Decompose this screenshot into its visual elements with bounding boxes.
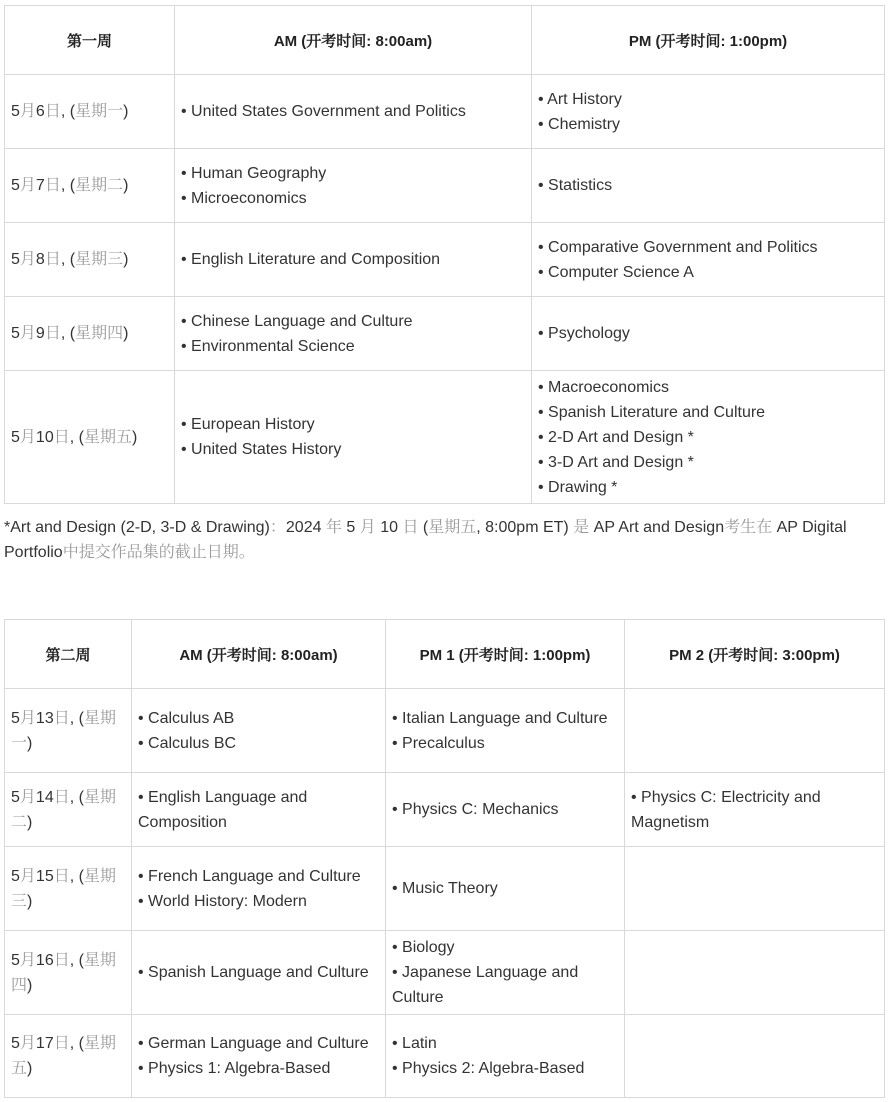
exam-item: • Physics 2: Algebra-Based [392,1056,618,1081]
week2-row [5,847,885,931]
date-part: 月 [19,177,36,194]
week1-header-week: 第一周 [5,6,175,75]
pm1-cell [386,1015,625,1098]
date-part: 月 [19,251,36,268]
week1-schedule-table [4,5,885,504]
date-part: 日 [53,428,70,446]
date-part: 月 [19,428,36,446]
exam-list [538,87,878,137]
week2-row [5,689,885,773]
exam-item: • Computer Science A [538,260,878,285]
note-part: ( [418,519,429,536]
exam-list [138,864,379,914]
week1-header-pm: PM (开考时间: 1:00pm) [532,6,885,75]
date-part: , ( [69,1035,84,1052]
date-part: , ( [69,951,84,969]
pm1-cell [386,847,625,931]
date-part: 5 [11,788,20,806]
exam-item: • Japanese Language and Culture [392,960,618,1010]
date-part: ) [27,734,33,752]
date-part: 日 [53,951,70,969]
date-part: 日 [53,709,70,727]
exam-item: • 3-D Art and Design * [538,450,878,475]
week1-row [5,371,885,504]
pm-cell [532,297,885,371]
week1-header-row [5,6,885,75]
pm1-cell [386,773,625,847]
date-part: 5 [11,103,20,120]
pm2-cell [625,689,885,773]
date-part: , ( [60,103,76,120]
date-part: 月 [19,951,36,969]
date-part: 月 [19,709,36,727]
date-part: 日 [44,177,61,194]
week2-schedule-table [4,619,885,1098]
note-part: , 8:00pm ET) [476,519,574,536]
date-part: , ( [69,709,84,727]
exam-item: • Physics 1: Algebra-Based [138,1056,379,1081]
pm2-cell [625,931,885,1015]
exam-list [181,247,525,272]
note-part: 10 [375,519,403,536]
exam-item: • Art History [538,87,878,112]
date-part: ) [123,177,129,194]
date-part: , ( [60,325,76,342]
exam-item: • English Language and Composition [138,785,379,835]
date-part: 5 [11,709,20,727]
week1-row [5,149,885,223]
exam-item: • Spanish Language and Culture [138,960,379,985]
week1-row [5,75,885,149]
pm2-cell [625,1015,885,1098]
date-part: ) [27,813,33,831]
am-cell [132,773,386,847]
art-design-deadline-note [4,515,888,565]
date-part: 星期四 [75,325,124,342]
pm2-cell [625,847,885,931]
date-part: ) [123,251,129,268]
exam-item: • Human Geography [181,161,525,186]
exam-item: • Environmental Science [181,334,525,359]
date-part: 5 [11,1035,20,1052]
am-cell [132,847,386,931]
exam-list [138,706,379,756]
date-part: 日 [44,325,61,342]
exam-list [138,1031,379,1081]
date-part: 星期二 [75,177,124,194]
exam-item: • Italian Language and Culture [392,706,618,731]
exam-item: • French Language and Culture [138,864,379,889]
date-part: 6 [35,103,45,120]
date-part: ) [27,1060,33,1077]
exam-list [538,173,878,198]
am-cell [175,75,532,149]
note-part: 星期五 [428,519,477,536]
exam-item: • Music Theory [392,876,618,901]
exam-item: • United States Government and Politics [181,99,525,124]
week1-body [5,75,885,504]
note-part: 日 [402,519,419,536]
date-part: ) [123,325,129,342]
date-cell [5,371,175,504]
date-part: 5 [11,428,20,446]
pm-cell [532,371,885,504]
date-part: ) [123,103,129,120]
date-part: 月 [19,1035,36,1052]
date-part: 月 [19,788,36,806]
note-part: 2024 [285,519,326,536]
week2-row [5,931,885,1015]
exam-item: • Physics C: Electricity and Magnetism [631,785,878,835]
exam-list [631,785,878,835]
date-part: 月 [19,325,36,342]
exam-item: • Chinese Language and Culture [181,309,525,334]
date-part: 星期三 [11,867,116,910]
exam-item: • Precalculus [392,731,618,756]
week2-row [5,773,885,847]
date-part: , ( [69,428,84,446]
week1-row [5,223,885,297]
exam-list [181,161,525,211]
exam-list [392,876,618,901]
exam-list [181,99,525,124]
exam-item: • 2-D Art and Design * [538,425,878,450]
date-part: 5 [11,251,20,268]
exam-list [392,935,618,1010]
date-cell [5,847,132,931]
week2-header-pm1: PM 1 (开考时间: 1:00pm) [386,620,625,689]
week2-header-week: 第二周 [5,620,132,689]
exam-item: • Biology [392,935,618,960]
exam-list [392,706,618,756]
date-part: 10 [35,428,54,446]
note-part: AP Digital Portfolio [4,519,847,561]
date-part: 5 [11,867,20,885]
date-part: 日 [53,788,70,806]
exam-item: • Calculus AB [138,706,379,731]
note-part: 年 [325,519,342,536]
date-part: 5 [11,177,20,194]
date-part: ) [131,428,138,446]
exam-item: • United States History [181,437,525,462]
exam-item: • Comparative Government and Politics [538,235,878,260]
date-part: , ( [69,788,84,806]
exam-list [181,309,525,359]
exam-list [538,235,878,285]
date-cell [5,149,175,223]
note-part: 考生在 [724,519,773,536]
week2-header-row [5,620,885,689]
date-part: 日 [53,867,70,885]
exam-item: • Physics C: Mechanics [392,797,618,822]
date-part: 16 [35,951,54,969]
am-cell [175,149,532,223]
note-part: *Art and Design (2-D, 3-D & Drawing) [4,519,270,536]
note-part: 月 [359,519,376,536]
am-cell [175,223,532,297]
date-part: 星期一 [11,709,116,752]
exam-item: • European History [181,412,525,437]
pm-cell [532,75,885,149]
exam-item: • Latin [392,1031,618,1056]
date-part: 15 [35,867,54,885]
date-cell [5,931,132,1015]
exam-list [138,785,379,835]
date-part: 5 [11,951,20,969]
pm-cell [532,223,885,297]
date-part: , ( [60,177,76,194]
date-part: , ( [60,251,76,268]
exam-list [392,797,618,822]
exam-item: • Macroeconomics [538,375,878,400]
date-part: 日 [44,103,61,120]
week2-header-am: AM (开考时间: 8:00am) [132,620,386,689]
pm-cell [532,149,885,223]
am-cell [175,371,532,504]
date-part: 星期五 [83,428,132,446]
date-part: 8 [35,251,45,268]
exam-item: • Psychology [538,321,878,346]
am-cell [132,689,386,773]
date-part: 13 [35,709,54,727]
date-part: 月 [19,867,36,885]
date-part: 7 [35,177,45,194]
date-cell [5,297,175,371]
am-cell [132,1015,386,1098]
date-part: ) [27,976,33,994]
date-cell [5,75,175,149]
date-part: ) [27,892,33,910]
note-part: 5 [341,519,360,536]
date-cell [5,689,132,773]
date-part: 星期五 [11,1035,116,1077]
exam-item: • Statistics [538,173,878,198]
date-cell [5,223,175,297]
exam-list [538,375,878,500]
pm2-cell [625,773,885,847]
exam-item: • German Language and Culture [138,1031,379,1056]
week2-header-pm2: PM 2 (开考时间: 3:00pm) [625,620,885,689]
date-part: 星期四 [11,951,116,994]
am-cell [132,931,386,1015]
exam-list [181,412,525,462]
date-part: 星期二 [11,788,116,831]
date-part: 日 [44,251,61,268]
note-part: ： [269,519,286,536]
date-part: 星期三 [75,251,124,268]
exam-list [538,321,878,346]
date-cell [5,1015,132,1098]
exam-item: • Chemistry [538,112,878,137]
exam-item: • English Literature and Composition [181,247,525,272]
date-part: 9 [35,325,45,342]
exam-list [392,1031,618,1081]
exam-item: • Drawing * [538,475,878,500]
date-part: 星期一 [75,103,124,120]
week1-header-am: AM (开考时间: 8:00am) [175,6,532,75]
note-part: 是 [573,519,590,536]
date-part: 17 [35,1035,54,1052]
am-cell [175,297,532,371]
exam-item: • Microeconomics [181,186,525,211]
note-part: AP Art and Design [589,519,725,536]
exam-list [138,960,379,985]
week2-row [5,1015,885,1098]
date-cell [5,773,132,847]
date-part: , ( [69,867,84,885]
exam-item: • Spanish Literature and Culture [538,400,878,425]
exam-item: • World History: Modern [138,889,379,914]
week1-row [5,297,885,371]
date-part: 5 [11,325,20,342]
pm1-cell [386,931,625,1015]
date-part: 月 [19,103,36,120]
note-part: 中提交作品集的截止日期。 [62,544,255,561]
week2-body [5,689,885,1098]
pm1-cell [386,689,625,773]
date-part: 日 [53,1035,70,1052]
exam-item: • Calculus BC [138,731,379,756]
date-part: 14 [35,788,54,806]
